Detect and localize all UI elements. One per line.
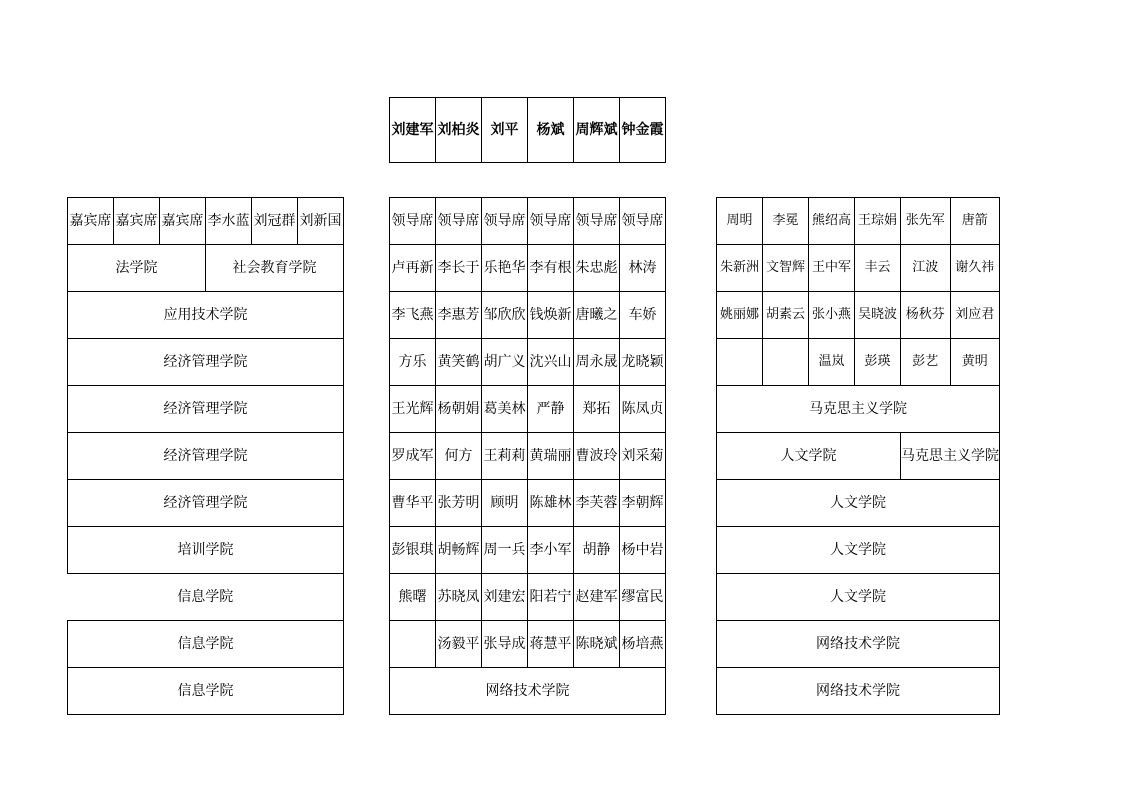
seat-cell: 龙晓颖 xyxy=(620,339,666,386)
seat-cell: 何方 xyxy=(436,433,482,480)
seat-cell: 阳若宁 xyxy=(528,574,574,621)
table-row xyxy=(717,621,1000,668)
table-row xyxy=(390,668,666,715)
podium-seat: 刘柏炎 xyxy=(436,98,482,163)
table-row xyxy=(68,480,344,527)
seat-cell: 李朝辉 xyxy=(620,480,666,527)
table-row xyxy=(68,292,344,339)
seat-cell: 嘉宾席 xyxy=(160,198,206,245)
table-row xyxy=(717,198,1000,245)
table-row xyxy=(68,668,344,715)
seat-cell: 陈雄林 xyxy=(528,480,574,527)
table-row xyxy=(717,480,1000,527)
department-cell: 信息学院 xyxy=(68,668,344,715)
podium-seat: 刘建军 xyxy=(390,98,436,163)
middle-seating-table xyxy=(389,197,666,715)
table-row xyxy=(68,433,344,480)
department-cell: 经济管理学院 xyxy=(68,339,344,386)
seat-cell: 乐艳华 xyxy=(482,245,528,292)
seat-cell: 杨培燕 xyxy=(620,621,666,668)
seat-cell: 卢再新 xyxy=(390,245,436,292)
seat-cell: 赵建军 xyxy=(574,574,620,621)
table-row xyxy=(390,433,666,480)
seat-cell: 苏晓凤 xyxy=(436,574,482,621)
seat-cell: 朱忠彪 xyxy=(574,245,620,292)
podium-seat: 钟金霞 xyxy=(620,98,666,163)
seat-cell: 唐曦之 xyxy=(574,292,620,339)
seat-cell: 李惠芳 xyxy=(436,292,482,339)
seat-cell: 李小军 xyxy=(528,527,574,574)
department-cell: 人文学院 xyxy=(717,527,1000,574)
department-cell: 网络技术学院 xyxy=(717,621,1000,668)
seat-cell: 缪富民 xyxy=(620,574,666,621)
seat-cell: 胡静 xyxy=(574,527,620,574)
seat-cell: 周一兵 xyxy=(482,527,528,574)
department-cell: 社会教育学院 xyxy=(206,245,344,292)
seat-cell: 熊绍高 xyxy=(809,198,855,245)
department-cell: 人文学院 xyxy=(717,574,1000,621)
seat-cell: 刘采菊 xyxy=(620,433,666,480)
seat-cell: 张导成 xyxy=(482,621,528,668)
podium-table xyxy=(389,97,666,163)
table-row xyxy=(717,339,1000,386)
table-row xyxy=(717,574,1000,621)
seat-cell: 陈凤贞 xyxy=(620,386,666,433)
seat-cell: 李有根 xyxy=(528,245,574,292)
seat-cell: 张芳明 xyxy=(436,480,482,527)
table-row xyxy=(717,245,1000,292)
podium-seat: 刘平 xyxy=(482,98,528,163)
seat-cell: 刘应君 xyxy=(950,292,1000,339)
seat-cell: 杨秋芬 xyxy=(901,292,951,339)
seat-cell: 刘新国 xyxy=(298,198,344,245)
seat-cell: 杨朝娟 xyxy=(436,386,482,433)
seat-cell xyxy=(390,621,436,668)
seat-cell: 车娇 xyxy=(620,292,666,339)
table-row xyxy=(390,527,666,574)
seat-cell: 领导席 xyxy=(436,198,482,245)
department-cell: 网络技术学院 xyxy=(717,668,1000,715)
seat-cell: 黄明 xyxy=(950,339,1000,386)
table-row xyxy=(68,621,344,668)
seat-cell: 罗成军 xyxy=(390,433,436,480)
seat-cell xyxy=(763,339,809,386)
seat-cell: 李水蓝 xyxy=(206,198,252,245)
department-cell: 马克思主义学院 xyxy=(717,386,1000,433)
seat-cell: 领导席 xyxy=(620,198,666,245)
seat-cell: 陈晓斌 xyxy=(574,621,620,668)
table-row xyxy=(68,245,344,292)
table-row xyxy=(390,574,666,621)
seat-cell: 胡素云 xyxy=(763,292,809,339)
seat-cell: 曹波玲 xyxy=(574,433,620,480)
seat-cell: 顾明 xyxy=(482,480,528,527)
seat-cell: 嘉宾席 xyxy=(114,198,160,245)
seat-cell: 曹华平 xyxy=(390,480,436,527)
seat-cell: 温岚 xyxy=(809,339,855,386)
department-cell: 培训学院 xyxy=(68,527,344,574)
department-cell: 马克思主义学院 xyxy=(901,433,1000,480)
right-seating-table xyxy=(716,197,1000,715)
seat-cell: 彭银琪 xyxy=(390,527,436,574)
seat-cell: 嘉宾席 xyxy=(68,198,114,245)
seat-cell: 彭艺 xyxy=(901,339,951,386)
table-row xyxy=(717,527,1000,574)
seat-cell: 严静 xyxy=(528,386,574,433)
department-cell: 信息学院 xyxy=(68,574,344,621)
seat-cell: 方乐 xyxy=(390,339,436,386)
department-cell: 信息学院 xyxy=(68,621,344,668)
seat-cell: 王莉莉 xyxy=(482,433,528,480)
seat-cell: 周明 xyxy=(717,198,763,245)
seat-cell: 李芙蓉 xyxy=(574,480,620,527)
seat-cell: 李长于 xyxy=(436,245,482,292)
table-row xyxy=(68,339,344,386)
seat-cell xyxy=(717,339,763,386)
seat-cell: 领导席 xyxy=(482,198,528,245)
table-row xyxy=(390,245,666,292)
seat-cell: 李飞燕 xyxy=(390,292,436,339)
seat-cell: 李冕 xyxy=(763,198,809,245)
seat-cell: 杨中岩 xyxy=(620,527,666,574)
table-row xyxy=(68,386,344,433)
seat-cell: 丰云 xyxy=(855,245,901,292)
seat-cell: 姚丽娜 xyxy=(717,292,763,339)
department-cell: 应用技术学院 xyxy=(68,292,344,339)
department-cell: 法学院 xyxy=(68,245,206,292)
podium-seat: 杨斌 xyxy=(528,98,574,163)
seat-cell: 谢久祎 xyxy=(950,245,1000,292)
table-row xyxy=(390,621,666,668)
seat-cell: 郑拓 xyxy=(574,386,620,433)
seat-cell: 刘冠群 xyxy=(252,198,298,245)
table-row xyxy=(390,339,666,386)
seat-cell: 胡广义 xyxy=(482,339,528,386)
seat-cell: 王琮娟 xyxy=(855,198,901,245)
left-seating-table xyxy=(67,197,344,715)
table-row xyxy=(390,386,666,433)
department-cell: 人文学院 xyxy=(717,480,1000,527)
seat-cell: 钱焕新 xyxy=(528,292,574,339)
seat-cell: 蒋慧平 xyxy=(528,621,574,668)
table-row xyxy=(717,668,1000,715)
seat-cell: 刘建宏 xyxy=(482,574,528,621)
seat-cell: 黄笑鹤 xyxy=(436,339,482,386)
seat-cell: 邹欣欣 xyxy=(482,292,528,339)
seat-cell: 张小燕 xyxy=(809,292,855,339)
department-cell: 网络技术学院 xyxy=(390,668,666,715)
seat-cell: 朱新洲 xyxy=(717,245,763,292)
table-row xyxy=(717,292,1000,339)
seat-cell: 林涛 xyxy=(620,245,666,292)
department-cell: 人文学院 xyxy=(717,433,901,480)
table-row xyxy=(717,386,1000,433)
department-cell: 经济管理学院 xyxy=(68,433,344,480)
table-row xyxy=(390,292,666,339)
seat-cell: 王光辉 xyxy=(390,386,436,433)
podium-row xyxy=(390,98,666,163)
table-row xyxy=(68,527,344,574)
seat-cell: 文智辉 xyxy=(763,245,809,292)
seat-cell: 葛美林 xyxy=(482,386,528,433)
seat-cell: 沈兴山 xyxy=(528,339,574,386)
seat-cell: 王中军 xyxy=(809,245,855,292)
seat-cell: 胡畅辉 xyxy=(436,527,482,574)
table-row xyxy=(390,198,666,245)
seat-cell: 江波 xyxy=(901,245,951,292)
department-cell: 经济管理学院 xyxy=(68,386,344,433)
seat-cell: 汤毅平 xyxy=(436,621,482,668)
seat-cell: 领导席 xyxy=(390,198,436,245)
department-cell: 经济管理学院 xyxy=(68,480,344,527)
seat-cell: 熊曙 xyxy=(390,574,436,621)
seat-cell: 张先军 xyxy=(901,198,951,245)
podium-seat: 周辉斌 xyxy=(574,98,620,163)
seat-cell: 吴晓波 xyxy=(855,292,901,339)
seat-cell: 唐箭 xyxy=(950,198,1000,245)
table-row xyxy=(390,480,666,527)
table-row xyxy=(68,574,344,621)
table-row xyxy=(717,433,1000,480)
table-row xyxy=(68,198,344,245)
seat-cell: 周永晟 xyxy=(574,339,620,386)
seat-cell: 彭瑛 xyxy=(855,339,901,386)
seat-cell: 领导席 xyxy=(574,198,620,245)
seat-cell: 领导席 xyxy=(528,198,574,245)
seat-cell: 黄瑞丽 xyxy=(528,433,574,480)
